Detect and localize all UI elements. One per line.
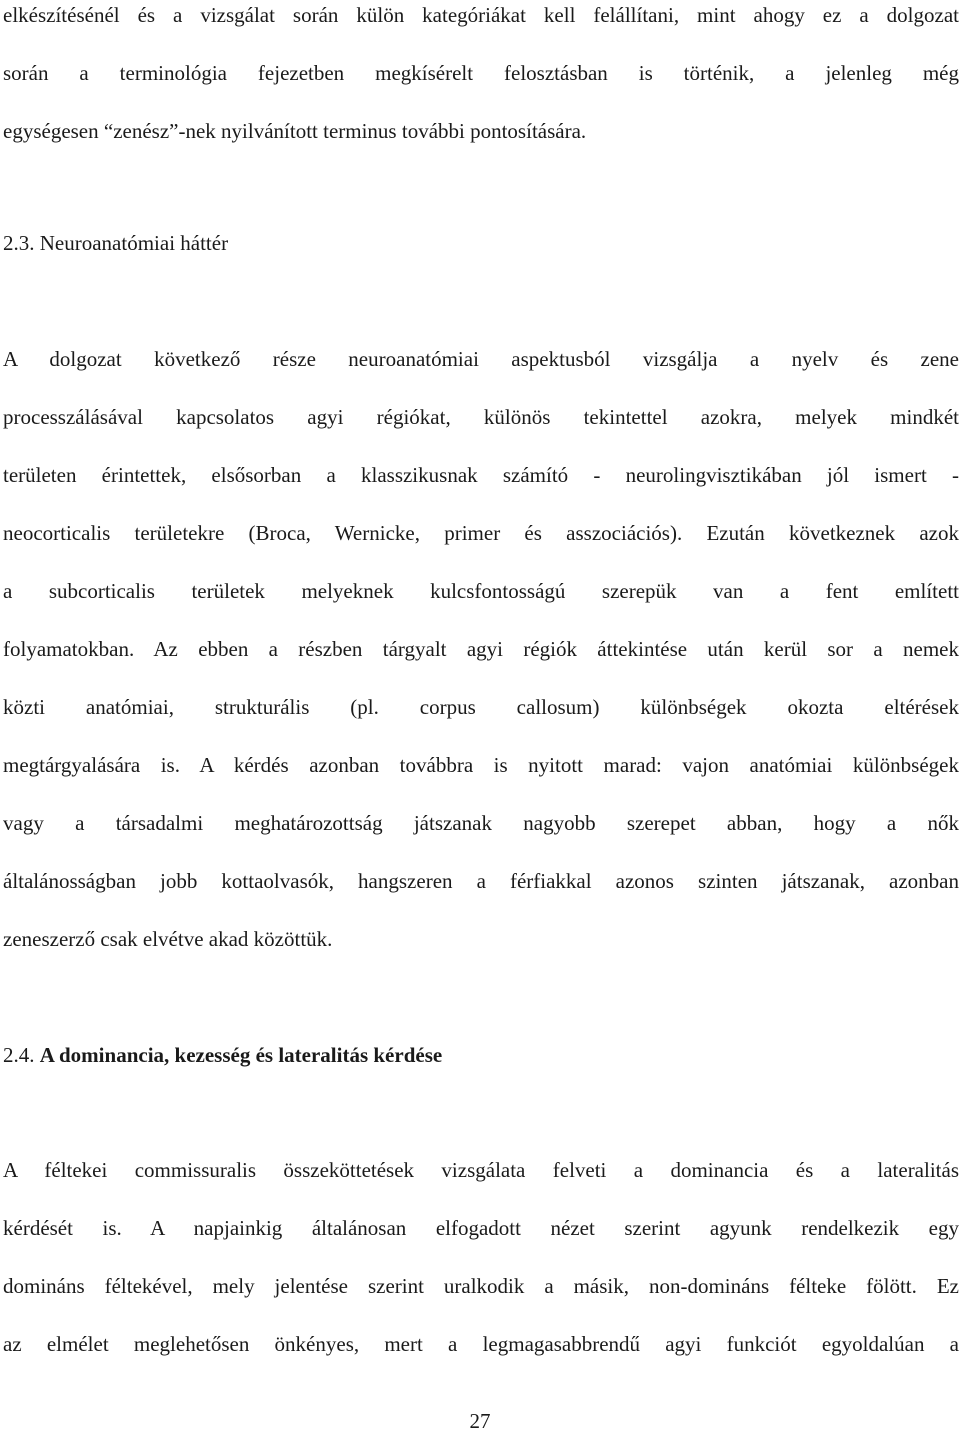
section-heading-2-4 bbox=[3, 1040, 442, 1070]
text-line: során a terminológia fejezetben megkísérelt felosztásban is történik, a jelenleg még bbox=[3, 61, 959, 85]
section-heading-2-3 bbox=[3, 228, 228, 258]
section-title: A dominancia, kezesség és lateralitás kérdése bbox=[39, 1043, 443, 1067]
paragraph-dominance bbox=[3, 1141, 959, 1373]
text-line: processzálásával kapcsolatos agyi régiókat, különös tekintettel azokra, melyek mindkét bbox=[3, 405, 959, 429]
section-number: 2.4. bbox=[3, 1043, 35, 1067]
text-line: elkészítésénél és a vizsgálat során külön kategóriákat kell felállítani, mint ahogy ez a dolgozat bbox=[3, 3, 959, 27]
text-line: megtárgyalására is. A kérdés azonban továbbra is nyitott marad: vajon anatómiai különbségek bbox=[3, 753, 959, 777]
page-number: 27 bbox=[469, 1409, 491, 1433]
text-line: területen érintettek, elsősorban a klasszikusnak számító - neurolingvisztikában jól ismert - bbox=[3, 463, 959, 487]
text-line: egységesen “zenész”-nek nyilvánított terminus további pontosítására. bbox=[3, 119, 587, 143]
text-line: a subcorticalis területek melyeknek kulcsfontosságú szerepük van a fent említett bbox=[3, 579, 959, 603]
text-line: domináns féltekével, mely jelentése szerint uralkodik a másik, non-domináns félteke fölött. Ez bbox=[3, 1274, 959, 1298]
text-line: közti anatómiai, strukturális (pl. corpus callosum) különbségek okozta eltérések bbox=[3, 695, 959, 719]
text-line: A dolgozat következő része neuroanatómiai aspektusból vizsgálja a nyelv és zene bbox=[3, 347, 959, 371]
section-number: 2.3. bbox=[3, 231, 35, 255]
text-line: az elmélet meglehetősen önkényes, mert a legmagasabbrendű agyi funkciót egyoldalúan a bbox=[3, 1332, 959, 1356]
text-line: A féltekei commissuralis összeköttetések vizsgálata felveti a dominancia és a lateralitás bbox=[3, 1158, 959, 1182]
text-line: általánosságban jobb kottaolvasók, hangszeren a férfiakkal azonos szinten játszanak, azonban bbox=[3, 869, 959, 893]
paragraph-intro bbox=[3, 0, 959, 160]
text-line: vagy a társadalmi meghatározottság játszanak nagyobb szerepet abban, hogy a nők bbox=[3, 811, 959, 835]
paragraph-neuroanatomy bbox=[3, 330, 959, 968]
section-title: Neuroanatómiai háttér bbox=[39, 231, 229, 255]
text-line: folyamatokban. Az ebben a részben tárgyalt agyi régiók áttekintése után kerül sor a nemek bbox=[3, 637, 959, 661]
text-line: zeneszerző csak elvétve akad közöttük. bbox=[3, 927, 333, 951]
text-line: kérdését is. A napjainkig általánosan elfogadott nézet szerint agyunk rendelkezik egy bbox=[3, 1216, 959, 1240]
text-line: neocorticalis területekre (Broca, Wernicke, primer és asszociációs). Ezután következnek azok bbox=[3, 521, 959, 545]
